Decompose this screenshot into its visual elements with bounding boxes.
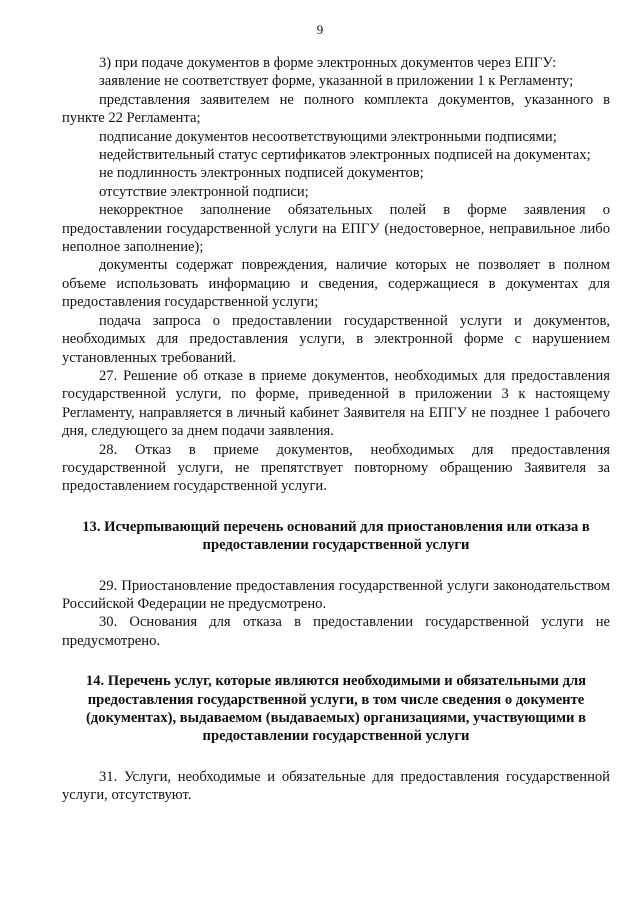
paragraph: 27. Решение об отказе в приеме документов, необходимых для предоставления государственной услуги, по форме, приведенной в приложении 3 к настоящему Регламенту, направляется в личный кабинет Заявителя на ЕПГУ не позднее 1 рабочего дня, следующего за днем подачи заявления.	[62, 367, 610, 440]
section-13-heading: 13. Исчерпывающий перечень оснований для приостановления или отказа в предоставлении государственной услуги	[82, 518, 590, 554]
paragraph: 29. Приостановление предоставления государственной услуги законодательством Российской Федерации не предусмотрено.	[62, 577, 610, 612]
paragraph: 28. Отказ в приеме документов, необходимых для предоставления государственной услуги, не препятствует повторному обращению Заявителя за предоставлением государственной услуги.	[62, 441, 610, 495]
page-content	[62, 54, 610, 805]
paragraph: недействительный статус сертификатов электронных подписей на документах;	[99, 147, 591, 164]
paragraph: подача запроса о предоставлении государственной услуги и документов, необходимых для предоставления услуги, в электронной форме с нарушением установленных требований.	[62, 312, 610, 366]
paragraph: документы содержат повреждения, наличие которых не позволяет в полном объеме использовать информацию и сведения, содержащиеся в документах для предоставления государственной услуги;	[62, 257, 610, 311]
paragraph: представления заявителем не полного комплекта документов, указанного в пункте 22 Регламента;	[62, 91, 610, 127]
page-number: 9	[316, 22, 324, 37]
section-14-heading: 14. Перечень услуг, которые являются необходимыми и обязательными для предоставления государственной услуги, в том числе сведения о документе (документах), выдаваемом (выдаваемых) организациями, участвующими в предоставлении государственной услуги	[85, 673, 587, 745]
paragraph: отсутствие электронной подписи;	[99, 183, 309, 200]
paragraph: подписание документов несоответствующими электронными подписями;	[99, 128, 557, 145]
paragraph: 3) при подаче документов в форме электронных документов через ЕПГУ:	[99, 55, 557, 71]
paragraph: заявление не соответствует форме, указанной в приложении 1 к Регламенту;	[99, 73, 574, 90]
paragraph: некорректное заполнение обязательных полей в форме заявления о предоставлении государственной услуги на ЕПГУ (недостоверное, неправильное либо неполное заполнение);	[62, 202, 610, 256]
paragraph: 31. Услуги, необходимые и обязательные для предоставления государственной услуги, отсутствуют.	[62, 768, 610, 804]
paragraph: 30. Основания для отказа в предоставлении государственной услуги не предусмотрено.	[62, 614, 610, 649]
paragraph: не подлинность электронных подписей документов;	[99, 165, 424, 182]
